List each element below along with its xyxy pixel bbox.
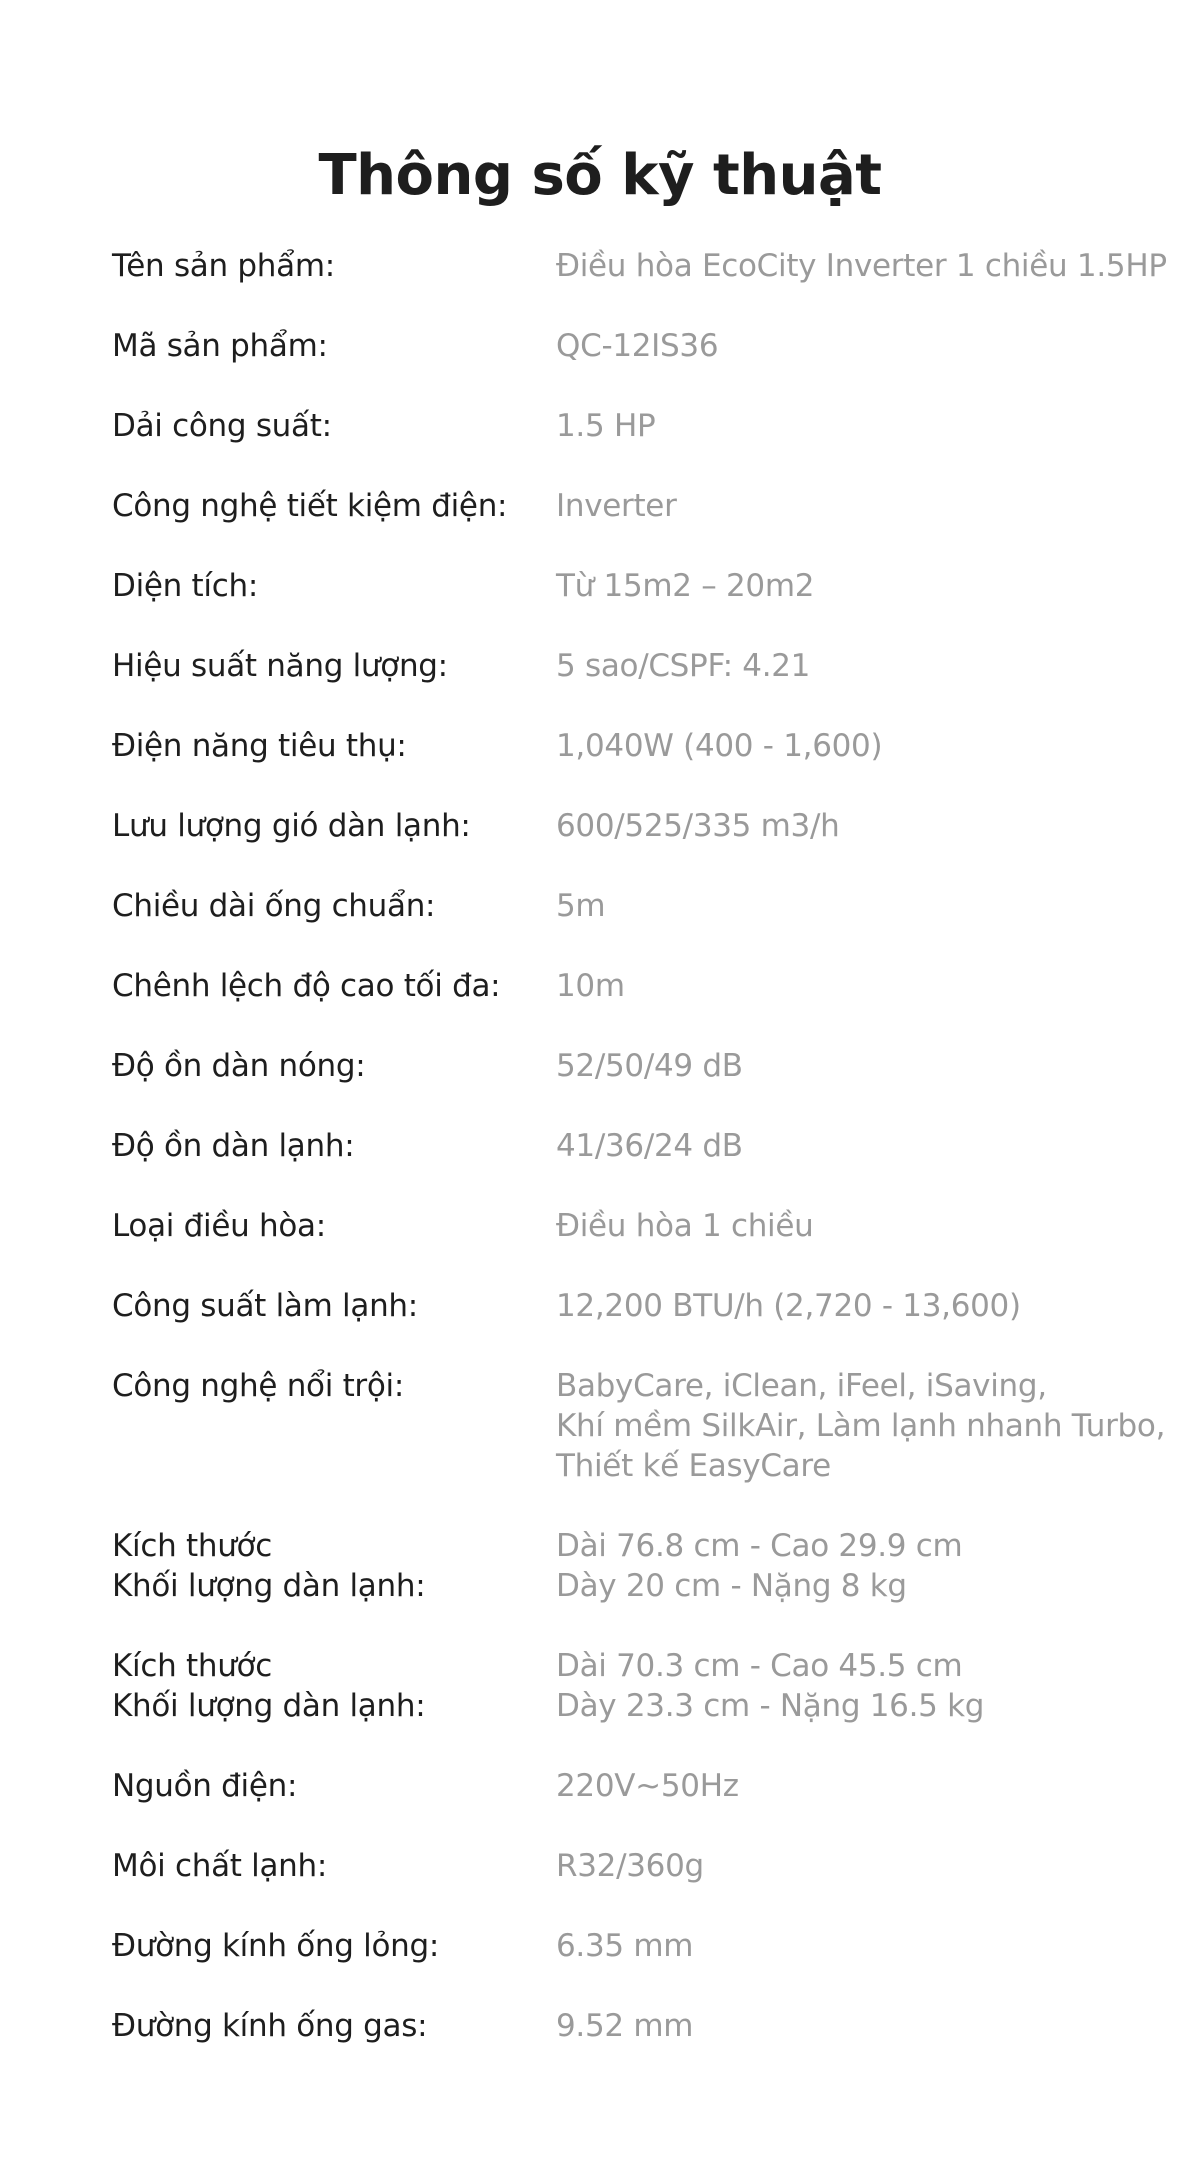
spec-label: Tên sản phẩm:: [112, 248, 335, 284]
spec-label: Kích thước Khối lượng dàn lạnh:: [112, 1648, 426, 1724]
spec-row-product-name: [112, 246, 1172, 286]
page-title: Thông số kỹ thuật: [318, 142, 882, 208]
spec-row-energy-saving-tech: [112, 486, 1172, 526]
spec-value: BabyCare, iClean, iFeel, iSaving, Khí mềm SilkAir, Làm lạnh nhanh Turbo, Thiết kế EasyCare: [556, 1368, 1166, 1484]
spec-table: [112, 246, 1172, 2086]
spec-row-standard-pipe-length: [112, 886, 1172, 926]
spec-row-power-source: [112, 1766, 1172, 1806]
spec-row-power-consumption: [112, 726, 1172, 766]
spec-label: Điện năng tiêu thụ:: [112, 728, 407, 764]
spec-value: 5 sao/CSPF: 4.21: [556, 648, 811, 684]
spec-value: 41/36/24 dB: [556, 1128, 743, 1164]
spec-label: Mã sản phẩm:: [112, 328, 328, 364]
spec-label: Diện tích:: [112, 568, 258, 604]
spec-label: Loại điều hòa:: [112, 1208, 326, 1244]
spec-label: Công suất làm lạnh:: [112, 1288, 418, 1324]
spec-row-gas-pipe-diameter: [112, 2006, 1172, 2046]
spec-value: Điều hòa 1 chiều: [556, 1208, 814, 1244]
spec-row-ac-type: [112, 1206, 1172, 1246]
spec-value: 6.35 mm: [556, 1928, 694, 1964]
spec-value: QC-12IS36: [556, 328, 719, 364]
spec-label: Nguồn điện:: [112, 1768, 298, 1804]
spec-value: 1,040W (400 - 1,600): [556, 728, 883, 764]
spec-row-product-code: [112, 326, 1172, 366]
spec-label: Chiều dài ống chuẩn:: [112, 888, 436, 924]
spec-row-indoor-airflow: [112, 806, 1172, 846]
spec-label: Công nghệ tiết kiệm điện:: [112, 488, 508, 524]
spec-row-indoor-dimensions: [112, 1526, 1172, 1606]
spec-value: 10m: [556, 968, 625, 1004]
spec-label: Kích thước Khối lượng dàn lạnh:: [112, 1528, 426, 1604]
spec-label: Đường kính ống gas:: [112, 2008, 428, 2044]
spec-value: Điều hòa EcoCity Inverter 1 chiều 1.5HP: [556, 248, 1167, 284]
spec-row-liquid-pipe-diameter: [112, 1926, 1172, 1966]
spec-value: R32/360g: [556, 1848, 704, 1884]
spec-value: 1.5 HP: [556, 408, 656, 444]
spec-value: 220V~50Hz: [556, 1768, 739, 1804]
spec-row-cooling-capacity: [112, 1286, 1172, 1326]
spec-label: Độ ồn dàn lạnh:: [112, 1128, 355, 1164]
spec-row-featured-tech: [112, 1366, 1172, 1486]
spec-value: 5m: [556, 888, 606, 924]
spec-label: Hiệu suất năng lượng:: [112, 648, 448, 684]
spec-label: Độ ồn dàn nóng:: [112, 1048, 366, 1084]
spec-row-capacity-range: [112, 406, 1172, 446]
spec-row-refrigerant: [112, 1846, 1172, 1886]
spec-row-outdoor-noise: [112, 1046, 1172, 1086]
spec-label: Dải công suất:: [112, 408, 332, 444]
spec-label: Lưu lượng gió dàn lạnh:: [112, 808, 471, 844]
spec-value: Dài 76.8 cm - Cao 29.9 cm Dày 20 cm - Nặng 8 kg: [556, 1528, 963, 1604]
spec-row-area: [112, 566, 1172, 606]
spec-label: Đường kính ống lỏng:: [112, 1928, 440, 1964]
spec-value: 9.52 mm: [556, 2008, 694, 2044]
spec-row-outdoor-dimensions: [112, 1646, 1172, 1726]
spec-row-max-height-difference: [112, 966, 1172, 1006]
spec-row-indoor-noise: [112, 1126, 1172, 1166]
spec-value: Dài 70.3 cm - Cao 45.5 cm Dày 23.3 cm - Nặng 16.5 kg: [556, 1648, 985, 1724]
spec-label: Chênh lệch độ cao tối đa:: [112, 968, 501, 1004]
spec-label: Môi chất lạnh:: [112, 1848, 328, 1884]
spec-label: Công nghệ nổi trội:: [112, 1368, 404, 1404]
spec-value: Từ 15m2 – 20m2: [556, 568, 815, 604]
spec-value: Inverter: [556, 488, 677, 524]
spec-value: 12,200 BTU/h (2,720 - 13,600): [556, 1288, 1021, 1324]
spec-value: 52/50/49 dB: [556, 1048, 743, 1084]
spec-row-energy-efficiency: [112, 646, 1172, 686]
spec-value: 600/525/335 m3/h: [556, 808, 840, 844]
